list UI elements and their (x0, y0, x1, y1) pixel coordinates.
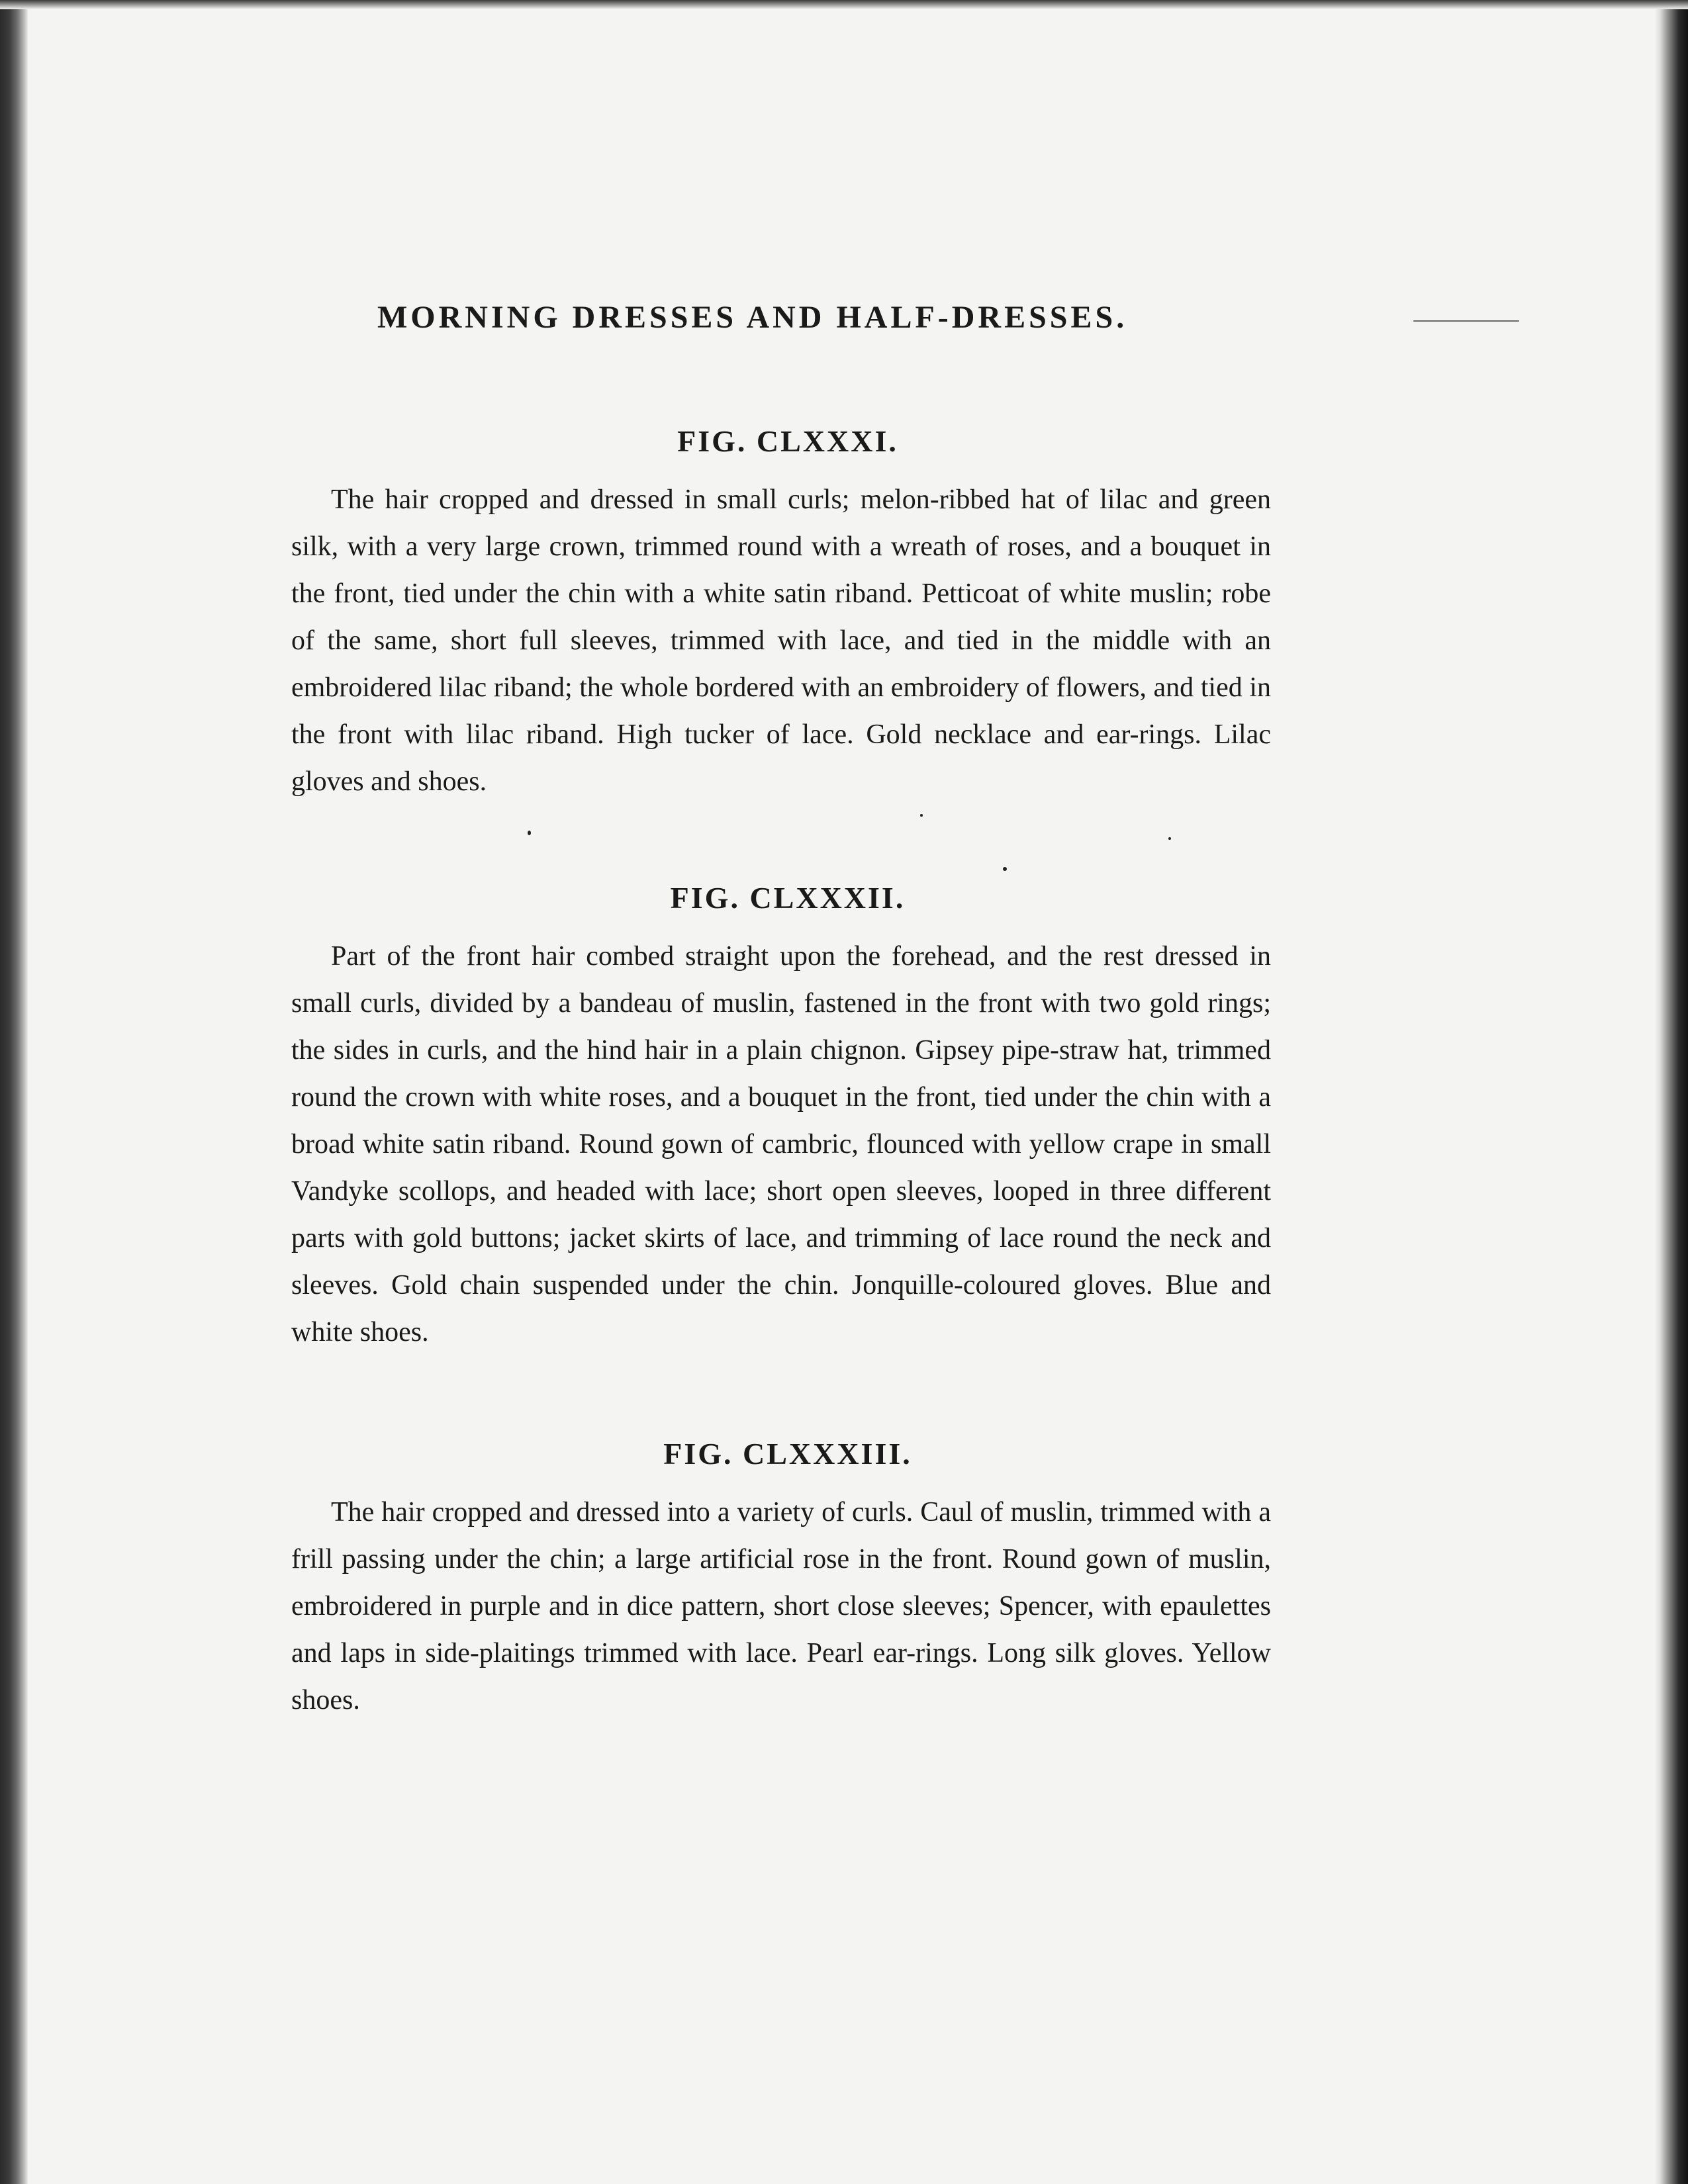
fig-heading-clxxxi: FIG. CLXXXI. (677, 424, 898, 458)
margin-stroke (1413, 320, 1519, 322)
fig-heading-clxxxiii: FIG. CLXXXIII. (663, 1437, 912, 1471)
scan-speck (1168, 837, 1171, 840)
fig-description-clxxxi: The hair cropped and dressed in small curls; melon-ribbed hat of lilac and green silk, with a very large crown, trimmed round with a wreath of roses, and a bouquet in the front, tied under the chin with a white satin riband. Petticoat of white muslin; robe of the same, short full sleeves, trimmed with lace, and tied in the middle with an embroidered lilac riband; the whole bordered with an embroidery of flowers, and tied in the front with lilac riband. High tucker of lace. Gold necklace and ear-rings. Lilac gloves and shoes. (291, 484, 1271, 797)
scan-speck (920, 814, 923, 817)
scan-speck (528, 831, 531, 835)
running-head: MORNING DRESSES AND HALF-DRESSES. (377, 300, 1128, 335)
scan-right-edge (1655, 0, 1688, 2184)
fig-heading-clxxxii: FIG. CLXXXII. (670, 881, 906, 915)
scan-left-edge (0, 0, 28, 2184)
scan-top-edge (0, 0, 1688, 9)
fig-description-clxxxii: Part of the front hair combed straight upon the forehead, and the rest dressed in small curls, divided by a bandeau of muslin, fastened in the front with two gold rings; the sides in curls, and the hind hair in a plain chignon. Gipsey pipe-straw hat, trimmed round the crown with white roses, and a bouquet in the front, tied under the chin with a broad white satin riband. Round gown of cambric, flounced with yellow crape in small Vandyke scollops, and headed with lace; short open sleeves, looped in three different parts with gold buttons; jacket skirts of lace, and trimming of lace round the neck and sleeves. Gold chain suspended under the chin. Jonquille-coloured gloves. Blue and white shoes. (291, 941, 1271, 1347)
fig-description-clxxxiii: The hair cropped and dressed into a variety of curls. Caul of muslin, trimmed with a frill passing under the chin; a large artificial rose in the front. Round gown of muslin, embroidered in purple and in dice pattern, short close sleeves; Spencer, with epaulettes and laps in side-plaitings trimmed with lace. Pearl ear-rings. Long silk gloves. Yellow shoes. (291, 1497, 1271, 1715)
scan-speck (1003, 867, 1007, 871)
